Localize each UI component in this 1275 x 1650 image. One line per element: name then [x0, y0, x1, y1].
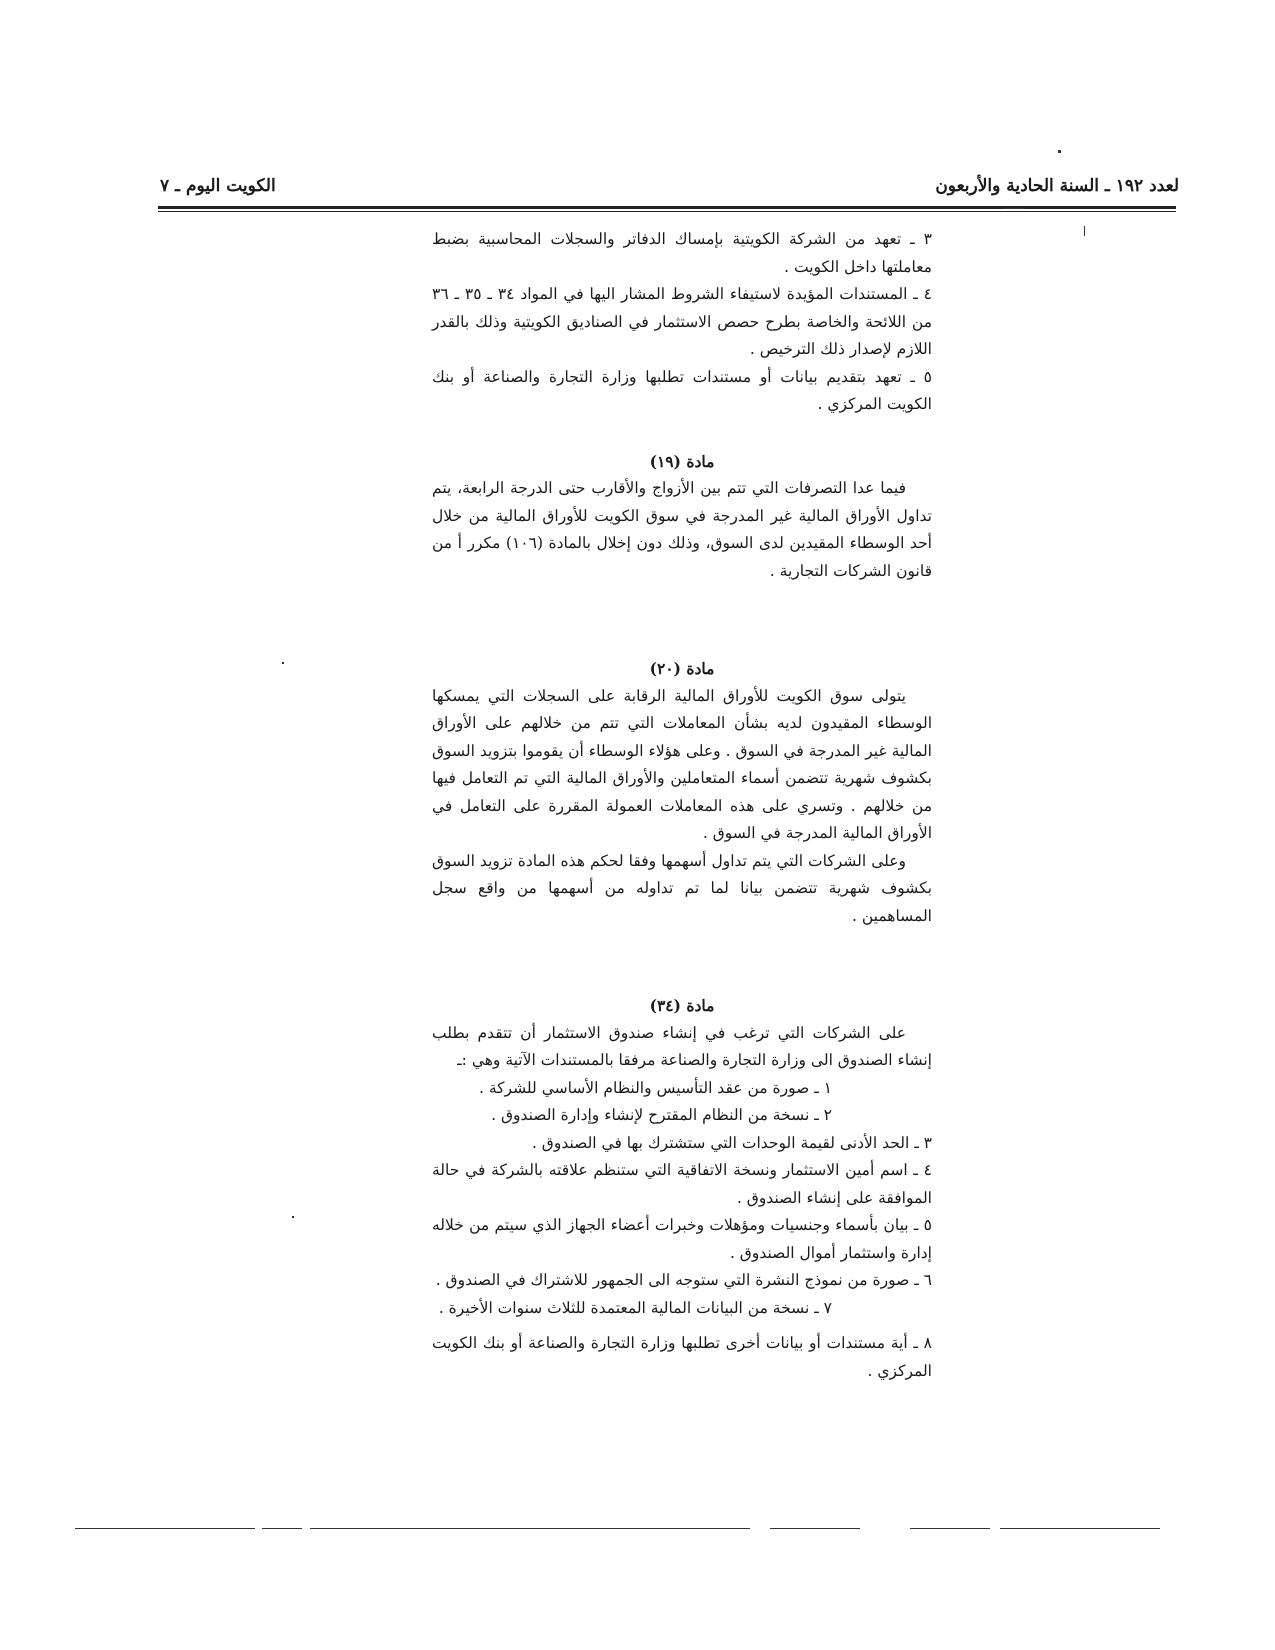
article-34-item: ٧ ـ نسخة من البيانات المالية المعتمدة للثلاث سنوات الأخيرة .	[438, 1298, 832, 1317]
header-newspaper-page: الكويت اليوم ـ ٧	[160, 176, 276, 196]
speck-mark	[292, 1216, 294, 1218]
article-34-intro: على الشركات التي ترغب في إنشاء صندوق الاستثمار أن تتقدم بطلب إنشاء الصندوق الى وزارة التجارة والصناعة مرفقا بالمستندات الآتية وهي :ـ	[432, 1023, 932, 1069]
header-rule	[158, 206, 1176, 212]
article-34-item: ٣ ـ الحد الأدنى لقيمة الوحدات التي ستشترك بها في الصندوق .	[531, 1133, 932, 1152]
article-34-item: ٤ ـ اسم أمين الاستثمار ونسخة الاتفاقية التي ستنظم علاقته بالشركة في حالة الموافقة على إنشاء الصندوق .	[432, 1161, 932, 1207]
speck-mark	[282, 662, 284, 664]
article-20-title: مادة (٢٠)	[649, 659, 715, 678]
intro-item: ٣ ـ تعهد من الشركة الكويتية بإمساك الدفاتر والسجلات المحاسبية بضبط معاملتها داخل الكويت .	[432, 230, 932, 276]
document-body	[432, 226, 932, 1385]
article-20-paragraph: يتولى سوق الكويت للأوراق المالية الرقابة على السجلات التي يمسكها الوسطاء المقيدون لديه بشأن المعاملات التي تتم من خلالهم على الأوراق المالية غير المدرجة في السوق . وعلى هؤلاء الوسطاء أن يقوموا بتزويد السوق بكشوف شهرية تتضمن أسماء المتعاملين والأوراق المالية التي تم التعامل فيها من خلالهم . وتسري على هذه المعاملات العمولة المقررة على التعامل في الأوراق المالية المدرجة في السوق .	[432, 686, 932, 842]
intro-item: ٥ ـ تعهد بتقديم بيانات أو مستندات تطلبها وزارة التجارة والصناعة أو بنك الكويت المركزي .	[432, 367, 932, 413]
bottom-rule	[310, 1528, 750, 1529]
header-issue-info: لعدد ١٩٢ ـ السنة الحادية والأربعون	[935, 176, 1179, 196]
bottom-rule	[75, 1528, 255, 1529]
speck-mark	[1084, 226, 1085, 236]
bottom-rule	[770, 1528, 860, 1529]
speck-mark	[1058, 150, 1061, 153]
article-34-item: ٥ ـ بيان بأسماء وجنسيات ومؤهلات وخبرات أعضاء الجهاز الذي سيتم من خلاله إدارة واستثمار أموال الصندوق .	[432, 1216, 932, 1262]
article-34-item: ١ ـ صورة من عقد التأسيس والنظام الأساسي للشركة .	[478, 1078, 832, 1097]
article-34-item: ٨ ـ أية مستندات أو بيانات أخرى تطلبها وزارة التجارة والصناعة أو بنك الكويت المركزي .	[432, 1334, 932, 1380]
article-19-title: مادة (١٩)	[649, 451, 715, 471]
bottom-rule	[910, 1528, 990, 1529]
bottom-rule	[262, 1528, 302, 1529]
article-34-title: مادة (٣٤)	[649, 996, 715, 1015]
article-34-item: ٦ ـ صورة من نموذج النشرة التي ستوجه الى الجمهور للاشتراك في الصندوق .	[435, 1271, 932, 1289]
article-34-item: ٢ ـ نسخة من النظام المقترح لإنشاء وإدارة الصندوق .	[491, 1106, 832, 1124]
speck-mark	[1003, 208, 1025, 209]
intro-item: ٤ ـ المستندات المؤيدة لاستيفاء الشروط المشار اليها في المواد ٣٤ ـ ٣٥ ـ ٣٦ من اللائحة والخاصة بطرح حصص الاستثمار في الصناديق الكويتية وذلك بالقدر اللازم لإصدار ذلك الترخيص .	[432, 285, 932, 358]
bottom-rule	[1000, 1528, 1160, 1529]
article-20-paragraph: وعلى الشركات التي يتم تداول أسهمها وفقا لحكم هذه المادة تزويد السوق بكشوف شهرية تتضمن بيانا لما تم تداوله من أسهمها من واقع سجل المساهمين .	[432, 851, 932, 925]
article-19-text: فيما عدا التصرفات التي تتم بين الأزواج والأقارب حتى الدرجة الرابعة، يتم تداول الأوراق المالية غير المدرجة في سوق الكويت للأوراق المالية من خلال أحد الوسطاء المقيدين لدى السوق، وذلك دون إخلال بالمادة (١٠٦) مكرر أ من قانون الشركات التجارية .	[432, 479, 932, 580]
